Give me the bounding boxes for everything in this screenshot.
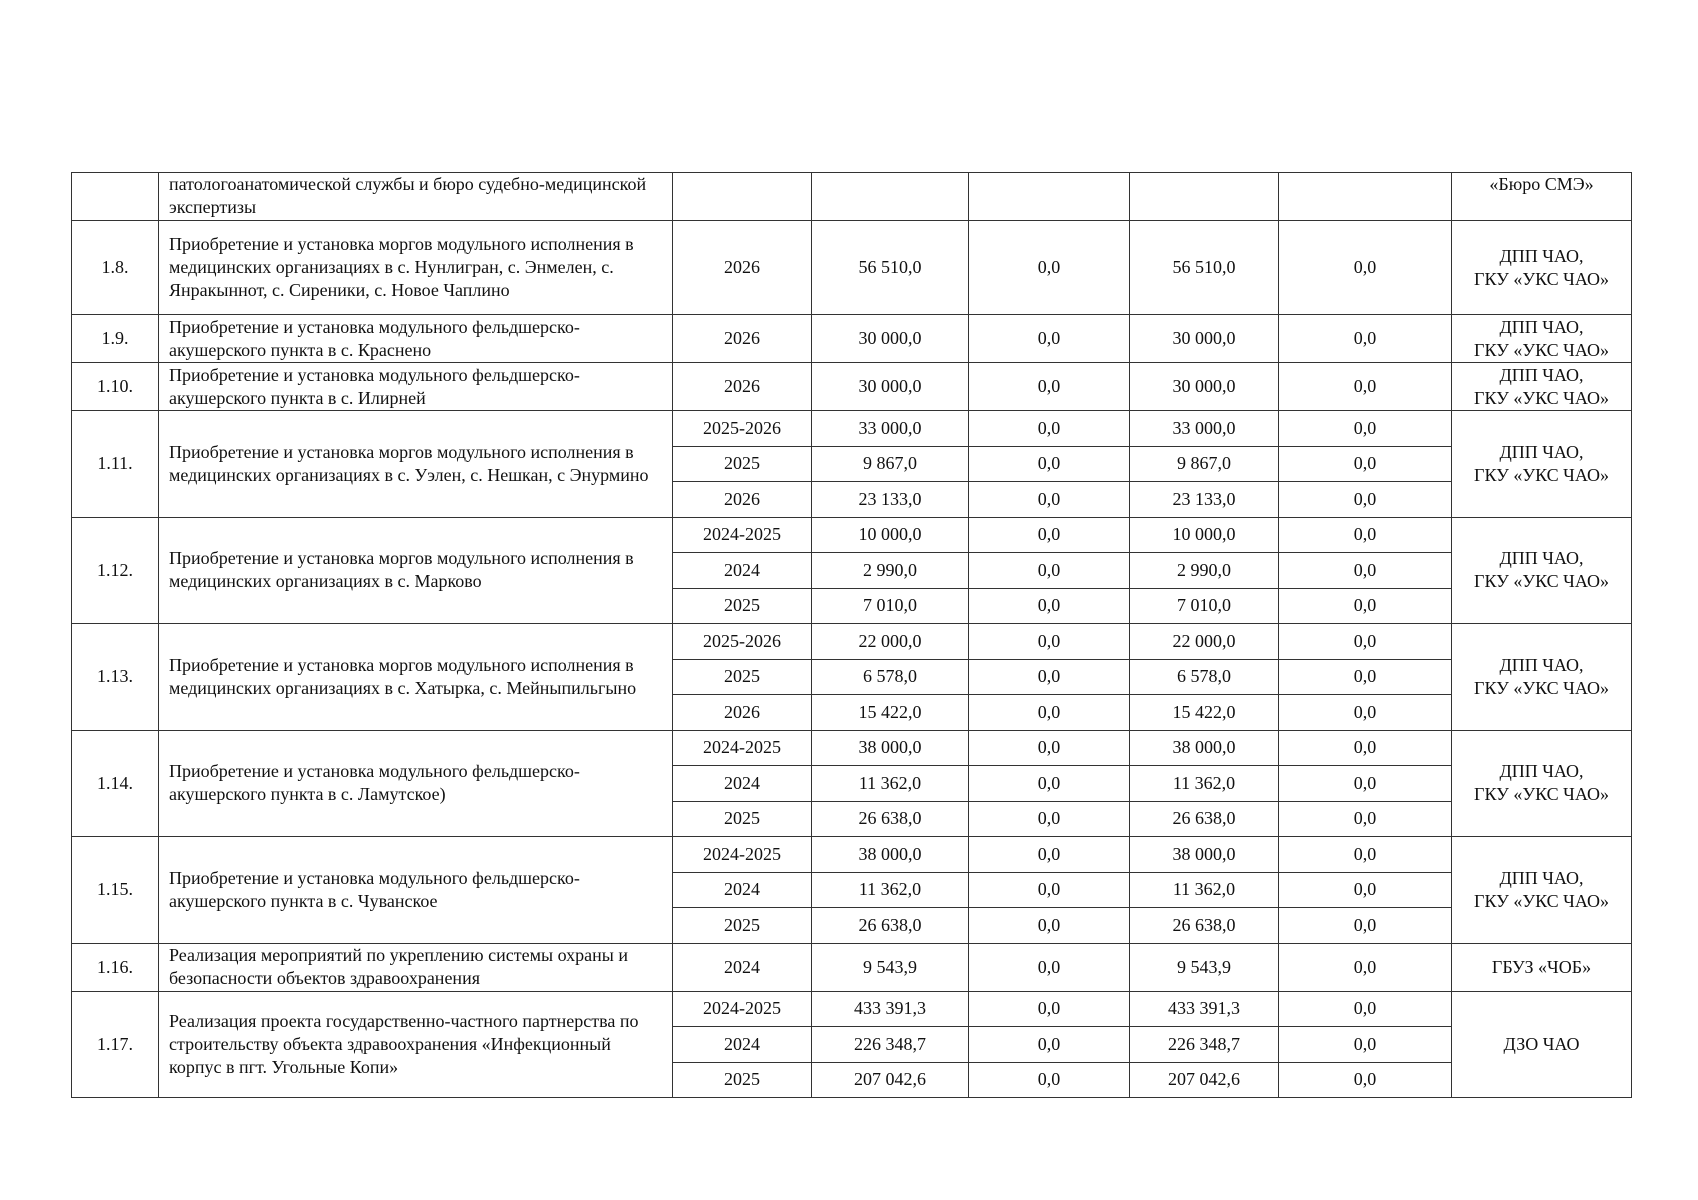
total-amount-cell: 26 638,0: [812, 908, 969, 944]
federal-budget-cell: 0,0: [969, 766, 1130, 802]
responsible-executor: ГБУЗ «ЧОБ»: [1452, 943, 1632, 991]
responsible-executor: ДПП ЧАО, ГКУ «УКС ЧАО»: [1452, 837, 1632, 944]
table-row: [72, 173, 1632, 221]
regional-budget-cell: 38 000,0: [1130, 837, 1279, 873]
period-cell: 2025-2026: [673, 411, 812, 447]
federal-budget-cell: 0,0: [969, 801, 1130, 837]
item-number: 1.12.: [72, 517, 159, 624]
regional-budget-cell: 22 000,0: [1130, 624, 1279, 660]
other-sources-cell: 0,0: [1279, 695, 1452, 731]
federal-budget-cell: 0,0: [969, 659, 1130, 695]
period-cell: 2024-2025: [673, 730, 812, 766]
total-amount-cell: 11 362,0: [812, 872, 969, 908]
regional-budget-cell: 38 000,0: [1130, 730, 1279, 766]
other-sources-cell: 0,0: [1279, 943, 1452, 991]
regional-budget-cell: 9 867,0: [1130, 446, 1279, 482]
regional-budget-cell: 30 000,0: [1130, 315, 1279, 363]
total-amount-cell: 22 000,0: [812, 624, 969, 660]
other-sources-cell: 0,0: [1279, 446, 1452, 482]
period-cell: 2024-2025: [673, 517, 812, 553]
measure-name: патологоанатомической службы и бюро судебно-медицинской экспертизы: [159, 173, 673, 221]
total-amount-cell: 7 010,0: [812, 588, 969, 624]
period-cell: 2025: [673, 1062, 812, 1098]
federal-budget-cell: 0,0: [969, 482, 1130, 518]
period-cell: 2024: [673, 943, 812, 991]
item-number: 1.10.: [72, 363, 159, 411]
total-amount-cell: 33 000,0: [812, 411, 969, 447]
regional-budget-cell: 2 990,0: [1130, 553, 1279, 589]
regional-budget-cell: 433 391,3: [1130, 991, 1279, 1027]
period-cell: [673, 173, 812, 221]
other-sources-cell: 0,0: [1279, 908, 1452, 944]
other-sources-cell: 0,0: [1279, 553, 1452, 589]
total-amount-cell: 9 543,9: [812, 943, 969, 991]
measure-name: Приобретение и установка моргов модульного исполнения в медицинских организациях в с. Марково: [159, 517, 673, 624]
other-sources-cell: 0,0: [1279, 1027, 1452, 1063]
federal-budget-cell: 0,0: [969, 221, 1130, 315]
regional-budget-cell: 26 638,0: [1130, 908, 1279, 944]
item-number: 1.17.: [72, 991, 159, 1098]
measure-name: Приобретение и установка моргов модульного исполнения в медицинских организациях в с. Нунлигран, с. Энмелен, с. Янракыннот, с. Сиреники, с. Новое Чаплино: [159, 221, 673, 315]
measure-name: Приобретение и установка моргов модульного исполнения в медицинских организациях в с. Уэлен, с. Нешкан, с Энурмино: [159, 411, 673, 518]
table-subrow: [72, 730, 1632, 766]
total-amount-cell: 38 000,0: [812, 730, 969, 766]
table-subrow: [72, 411, 1632, 447]
total-amount-cell: 26 638,0: [812, 801, 969, 837]
period-cell: 2025-2026: [673, 624, 812, 660]
measure-name: Реализация проекта государственно-частного партнерства по строительству объекта здравоохранения «Инфекционный корпус в пгт. Угольные Копи»: [159, 991, 673, 1098]
regional-budget-cell: 10 000,0: [1130, 517, 1279, 553]
other-sources-cell: [1279, 173, 1452, 221]
other-sources-cell: 0,0: [1279, 363, 1452, 411]
other-sources-cell: 0,0: [1279, 872, 1452, 908]
period-cell: 2025: [673, 659, 812, 695]
responsible-executor: ДПП ЧАО, ГКУ «УКС ЧАО»: [1452, 730, 1632, 837]
other-sources-cell: 0,0: [1279, 837, 1452, 873]
regional-budget-cell: 15 422,0: [1130, 695, 1279, 731]
other-sources-cell: 0,0: [1279, 411, 1452, 447]
period-cell: 2024-2025: [673, 991, 812, 1027]
regional-budget-cell: 30 000,0: [1130, 363, 1279, 411]
period-cell: 2026: [673, 221, 812, 315]
federal-budget-cell: 0,0: [969, 363, 1130, 411]
period-cell: 2026: [673, 363, 812, 411]
federal-budget-cell: 0,0: [969, 1062, 1130, 1098]
regional-budget-cell: 6 578,0: [1130, 659, 1279, 695]
regional-budget-cell: 23 133,0: [1130, 482, 1279, 518]
table-row: [72, 315, 1632, 363]
measure-name: Приобретение и установка модульного фельдшерско-акушерского пункта в с. Чуванское: [159, 837, 673, 944]
item-number: 1.14.: [72, 730, 159, 837]
other-sources-cell: 0,0: [1279, 482, 1452, 518]
item-number: 1.8.: [72, 221, 159, 315]
regional-budget-cell: 9 543,9: [1130, 943, 1279, 991]
responsible-executor: ДПП ЧАО, ГКУ «УКС ЧАО»: [1452, 624, 1632, 731]
responsible-executor: ДПП ЧАО, ГКУ «УКС ЧАО»: [1452, 315, 1632, 363]
federal-budget-cell: 0,0: [969, 517, 1130, 553]
regional-budget-cell: 226 348,7: [1130, 1027, 1279, 1063]
regional-budget-cell: 207 042,6: [1130, 1062, 1279, 1098]
federal-budget-cell: 0,0: [969, 446, 1130, 482]
period-cell: 2024: [673, 553, 812, 589]
responsible-executor: «Бюро СМЭ»: [1452, 173, 1632, 221]
period-cell: 2024: [673, 766, 812, 802]
other-sources-cell: 0,0: [1279, 624, 1452, 660]
responsible-executor: ДПП ЧАО, ГКУ «УКС ЧАО»: [1452, 411, 1632, 518]
other-sources-cell: 0,0: [1279, 517, 1452, 553]
period-cell: 2024-2025: [673, 837, 812, 873]
other-sources-cell: 0,0: [1279, 659, 1452, 695]
table-row: [72, 363, 1632, 411]
measure-name: Приобретение и установка модульного фельдшерско-акушерского пункта в с. Краснено: [159, 315, 673, 363]
federal-budget-cell: 0,0: [969, 943, 1130, 991]
item-number: 1.16.: [72, 943, 159, 991]
table-row: [72, 221, 1632, 315]
total-amount-cell: 38 000,0: [812, 837, 969, 873]
measure-name: Приобретение и установка модульного фельдшерско-акушерского пункта в с. Ламутское): [159, 730, 673, 837]
other-sources-cell: 0,0: [1279, 801, 1452, 837]
item-number: 1.9.: [72, 315, 159, 363]
federal-budget-cell: 0,0: [969, 624, 1130, 660]
period-cell: 2026: [673, 315, 812, 363]
period-cell: 2025: [673, 908, 812, 944]
federal-budget-cell: 0,0: [969, 588, 1130, 624]
federal-budget-cell: 0,0: [969, 730, 1130, 766]
other-sources-cell: 0,0: [1279, 1062, 1452, 1098]
total-amount-cell: 226 348,7: [812, 1027, 969, 1063]
regional-budget-cell: 11 362,0: [1130, 766, 1279, 802]
responsible-executor: ДПП ЧАО, ГКУ «УКС ЧАО»: [1452, 517, 1632, 624]
item-number: [72, 173, 159, 221]
table-subrow: [72, 837, 1632, 873]
regional-budget-cell: 11 362,0: [1130, 872, 1279, 908]
other-sources-cell: 0,0: [1279, 730, 1452, 766]
table-subrow: [72, 991, 1632, 1027]
total-amount-cell: 10 000,0: [812, 517, 969, 553]
responsible-executor: ДПП ЧАО, ГКУ «УКС ЧАО»: [1452, 363, 1632, 411]
period-cell: 2024: [673, 872, 812, 908]
total-amount-cell: 11 362,0: [812, 766, 969, 802]
total-amount-cell: 433 391,3: [812, 991, 969, 1027]
program-measures-table: [71, 172, 1632, 1098]
total-amount-cell: 30 000,0: [812, 363, 969, 411]
total-amount-cell: 6 578,0: [812, 659, 969, 695]
regional-budget-cell: 7 010,0: [1130, 588, 1279, 624]
table-row: [72, 943, 1632, 991]
table-subrow: [72, 624, 1632, 660]
federal-budget-cell: 0,0: [969, 411, 1130, 447]
measure-name: Приобретение и установка модульного фельдшерско-акушерского пункта в с. Илирней: [159, 363, 673, 411]
measure-name: Приобретение и установка моргов модульного исполнения в медицинских организациях в с. Хатырка, с. Мейныпильгыно: [159, 624, 673, 731]
federal-budget-cell: 0,0: [969, 991, 1130, 1027]
federal-budget-cell: 0,0: [969, 1027, 1130, 1063]
period-cell: 2026: [673, 695, 812, 731]
total-amount-cell: 207 042,6: [812, 1062, 969, 1098]
federal-budget-cell: 0,0: [969, 872, 1130, 908]
other-sources-cell: 0,0: [1279, 991, 1452, 1027]
total-amount-cell: 9 867,0: [812, 446, 969, 482]
other-sources-cell: 0,0: [1279, 766, 1452, 802]
total-amount-cell: 30 000,0: [812, 315, 969, 363]
federal-budget-cell: 0,0: [969, 553, 1130, 589]
other-sources-cell: 0,0: [1279, 221, 1452, 315]
responsible-executor: ДПП ЧАО, ГКУ «УКС ЧАО»: [1452, 221, 1632, 315]
period-cell: 2025: [673, 801, 812, 837]
total-amount-cell: 2 990,0: [812, 553, 969, 589]
other-sources-cell: 0,0: [1279, 588, 1452, 624]
federal-budget-cell: 0,0: [969, 695, 1130, 731]
federal-budget-cell: 0,0: [969, 837, 1130, 873]
table-subrow: [72, 517, 1632, 553]
table-body: [72, 173, 1632, 1098]
total-amount-cell: 15 422,0: [812, 695, 969, 731]
regional-budget-cell: 56 510,0: [1130, 221, 1279, 315]
regional-budget-cell: 26 638,0: [1130, 801, 1279, 837]
regional-budget-cell: [1130, 173, 1279, 221]
federal-budget-cell: 0,0: [969, 315, 1130, 363]
total-amount-cell: [812, 173, 969, 221]
total-amount-cell: 23 133,0: [812, 482, 969, 518]
period-cell: 2026: [673, 482, 812, 518]
item-number: 1.15.: [72, 837, 159, 944]
total-amount-cell: 56 510,0: [812, 221, 969, 315]
period-cell: 2024: [673, 1027, 812, 1063]
federal-budget-cell: 0,0: [969, 908, 1130, 944]
item-number: 1.13.: [72, 624, 159, 731]
regional-budget-cell: 33 000,0: [1130, 411, 1279, 447]
item-number: 1.11.: [72, 411, 159, 518]
period-cell: 2025: [673, 588, 812, 624]
federal-budget-cell: [969, 173, 1130, 221]
other-sources-cell: 0,0: [1279, 315, 1452, 363]
period-cell: 2025: [673, 446, 812, 482]
responsible-executor: ДЗО ЧАО: [1452, 991, 1632, 1098]
measure-name: Реализация мероприятий по укреплению системы охраны и безопасности объектов здравоохранения: [159, 943, 673, 991]
